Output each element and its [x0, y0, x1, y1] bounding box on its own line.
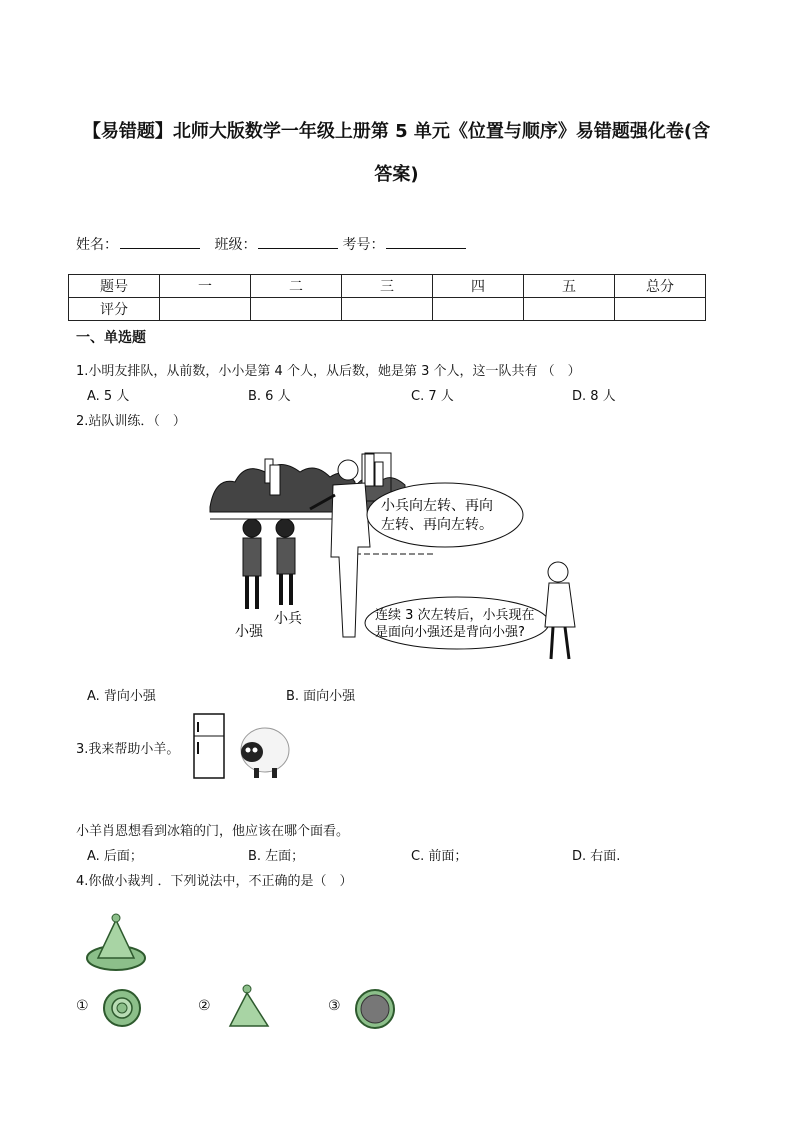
- section-heading: 一、单选题: [76, 330, 146, 346]
- bubble-teacher-line2: 左转、再向左转。: [381, 517, 493, 533]
- score-header-cell: 题号: [69, 275, 160, 298]
- score-header-cell: 四: [433, 275, 524, 298]
- bubble-girl-line2: 是面向小强还是背向小强?: [375, 625, 525, 640]
- cone-on-disc-icon: [84, 912, 148, 974]
- score-header-cell: 五: [524, 275, 615, 298]
- student-info-line: [76, 234, 470, 254]
- q3-option-d[interactable]: D. 右面.: [572, 849, 621, 864]
- q1-option-a[interactable]: A. 5 人: [87, 389, 130, 404]
- class-label: 班级：: [214, 237, 257, 253]
- question-3-prompt: 小羊肖恩想看到冰箱的门，他应该在哪个面看。: [76, 824, 350, 839]
- top-view-ring-icon: [102, 988, 142, 1028]
- label-xiaobing: 小兵: [274, 611, 302, 627]
- question-3-text: 3.我来帮助小羊。: [76, 742, 180, 757]
- q1-option-b[interactable]: B. 6 人: [248, 389, 291, 404]
- score-header-cell: 一: [160, 275, 251, 298]
- q1-option-c[interactable]: C. 7 人: [411, 389, 454, 404]
- name-blank[interactable]: [120, 234, 200, 249]
- name-label: 姓名：: [76, 237, 118, 253]
- exam-label: 考号：: [342, 237, 385, 253]
- teacher-figure: [338, 460, 358, 480]
- bubble-girl-line1: 连续 3 次左转后，小兵现在: [375, 608, 535, 623]
- score-header-cell: 总分: [615, 275, 706, 298]
- child-xiaobing: [276, 519, 294, 537]
- fridge-sheep-image: [192, 712, 292, 784]
- score-header-cell: 二: [251, 275, 342, 298]
- bottom-view-disc-icon: [354, 988, 396, 1030]
- score-header-cell: 三: [342, 275, 433, 298]
- score-row-label: 评分: [69, 298, 160, 321]
- question-4-text: 4.你做小裁判 ．下列说法中，不正确的是（ ）: [76, 874, 353, 889]
- score-table-header-row: [69, 275, 706, 298]
- q3-option-a[interactable]: A. 后面；: [87, 849, 143, 864]
- q2-option-b[interactable]: B. 面向小强: [286, 689, 356, 704]
- q3-option-c[interactable]: C. 前面；: [411, 849, 468, 864]
- marker-2: ②: [198, 998, 211, 1014]
- score-cell[interactable]: [160, 298, 251, 321]
- document-title-line1: 【易错题】北师大版数学一年级上册第 5 单元《位置与顺序》易错题强化卷(含: [82, 121, 711, 142]
- marker-1: ①: [76, 998, 89, 1014]
- exam-blank[interactable]: [386, 234, 466, 249]
- label-xiaoqiang: 小强: [235, 624, 263, 640]
- question-2-text: 2.站队训练．（ ）: [76, 414, 186, 429]
- question-1-text: 1.小明友排队，从前数，小小是第 4 个人，从后数，她是第 3 个人，这一队共有 （ ）: [76, 364, 581, 379]
- score-cell[interactable]: [524, 298, 615, 321]
- drill-illustration: [205, 437, 591, 673]
- score-table-score-row: [69, 298, 706, 321]
- q3-option-b[interactable]: B. 左面；: [248, 849, 305, 864]
- score-cell[interactable]: [615, 298, 706, 321]
- score-cell[interactable]: [251, 298, 342, 321]
- q1-option-d[interactable]: D. 8 人: [572, 389, 616, 404]
- q2-option-a[interactable]: A. 背向小强: [87, 689, 156, 704]
- front-view-cone-icon: [226, 982, 274, 1030]
- marker-3: ③: [328, 998, 341, 1014]
- speech-bubble-teacher: [367, 483, 523, 547]
- score-cell[interactable]: [433, 298, 524, 321]
- document-title-line2: 答案): [374, 164, 419, 185]
- speech-bubble-girl: [365, 597, 549, 649]
- class-blank[interactable]: [258, 234, 338, 249]
- bubble-teacher-line1: 小兵向左转、再向: [381, 498, 493, 514]
- girl-figure: [548, 562, 568, 582]
- score-cell[interactable]: [342, 298, 433, 321]
- score-table: [68, 274, 706, 321]
- child-xiaoqiang: [243, 519, 261, 537]
